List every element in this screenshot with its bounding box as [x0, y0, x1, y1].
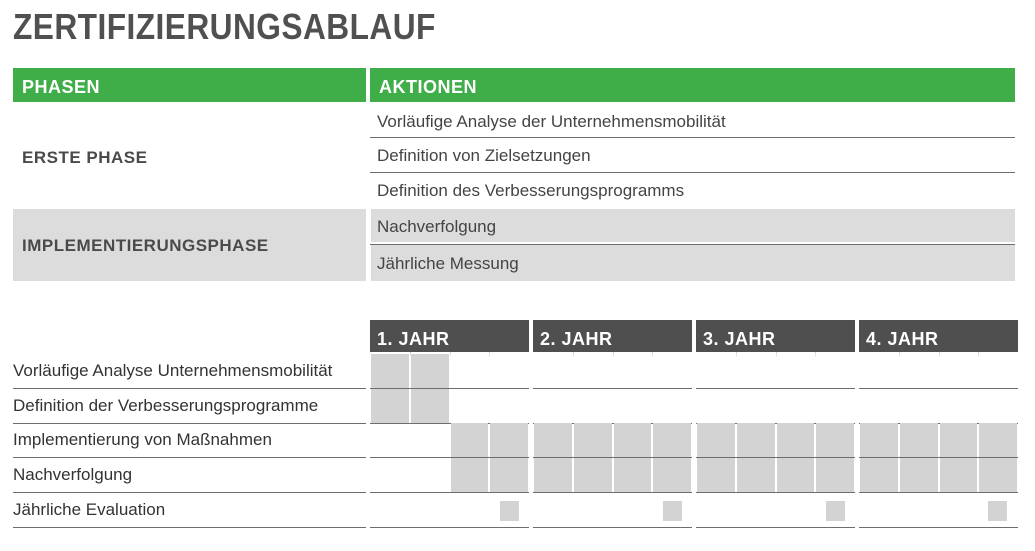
- evaluation-marker: [500, 501, 519, 521]
- timeline-bar: [411, 389, 449, 423]
- row-divider: [13, 457, 366, 458]
- timeline-bar: [940, 458, 978, 492]
- quarter-tick: [573, 352, 575, 356]
- timeline-bar: [371, 354, 409, 388]
- quarter-tick: [815, 352, 817, 356]
- row-divider: [370, 492, 529, 493]
- quarter-tick: [450, 352, 452, 356]
- timeline-bar: [697, 458, 735, 492]
- timeline-row-label: Implementierung von Maßnahmen: [13, 430, 272, 449]
- row-divider: [859, 527, 1018, 528]
- row-divider: [13, 492, 366, 493]
- header-actions: AKTIONEN: [370, 68, 1015, 102]
- timeline-bar: [653, 458, 691, 492]
- timeline-bar: [371, 389, 409, 423]
- row-divider: [859, 388, 1018, 389]
- evaluation-marker: [663, 501, 682, 521]
- timeline-bar: [777, 423, 815, 457]
- row-divider: [696, 527, 855, 528]
- quarter-tick: [489, 352, 491, 356]
- timeline-bar: [697, 423, 735, 457]
- row-divider: [533, 527, 692, 528]
- phase-implementierungsphase: IMPLEMENTIERUNGSPHASE: [22, 236, 269, 255]
- timeline-row-label: Vorläufige Analyse Unternehmensmobilität: [13, 361, 333, 380]
- evaluation-marker: [988, 501, 1007, 521]
- timeline-bar: [737, 458, 775, 492]
- row-divider: [533, 492, 692, 493]
- row-divider: [696, 492, 855, 493]
- quarter-tick: [899, 352, 901, 356]
- timeline-bar: [451, 423, 489, 457]
- timeline-bar: [490, 423, 528, 457]
- timeline-bar: [451, 458, 489, 492]
- row-divider: [696, 388, 855, 389]
- row-divider: [370, 527, 529, 528]
- timeline-bar: [979, 423, 1017, 457]
- timeline-bar: [653, 423, 691, 457]
- timeline-bar: [614, 423, 652, 457]
- timeline-bar: [816, 458, 854, 492]
- phase-erste-phase: ERSTE PHASE: [22, 148, 148, 167]
- action-row: Vorläufige Analyse der Unternehmensmobilität: [377, 112, 726, 131]
- timeline-bar: [860, 458, 898, 492]
- quarter-tick: [652, 352, 654, 356]
- timeline-row-label: Definition der Verbesserungsprogramme: [13, 396, 319, 415]
- timeline-bar: [900, 458, 938, 492]
- year-header: 4. JAHR: [859, 320, 1018, 352]
- action-row: Jährliche Messung: [371, 245, 1015, 281]
- timeline-row-label: Nachverfolgung: [13, 465, 133, 484]
- row-divider: [13, 388, 366, 389]
- year-header: 1. JAHR: [370, 320, 529, 352]
- quarter-tick: [978, 352, 980, 356]
- header-phases: PHASEN: [13, 68, 366, 102]
- timeline-bar: [979, 458, 1017, 492]
- timeline-bar: [534, 458, 572, 492]
- timeline-bar: [860, 423, 898, 457]
- quarter-tick: [776, 352, 778, 356]
- timeline-bar: [490, 458, 528, 492]
- timeline-row-label: Jährliche Evaluation: [13, 500, 166, 519]
- row-divider: [13, 423, 366, 424]
- timeline-bar: [737, 423, 775, 457]
- timeline-bar: [574, 423, 612, 457]
- page-title: ZERTIFIZIERUNGSABLAUF: [13, 6, 436, 47]
- evaluation-marker: [826, 501, 845, 521]
- year-header: 3. JAHR: [696, 320, 855, 352]
- quarter-tick: [613, 352, 615, 356]
- timeline-bar: [900, 423, 938, 457]
- action-row: Definition von Zielsetzungen: [377, 146, 591, 165]
- timeline-bar: [534, 423, 572, 457]
- timeline-bar: [816, 423, 854, 457]
- row-divider: [13, 527, 366, 528]
- timeline-bar: [940, 423, 978, 457]
- action-row: Nachverfolgung: [371, 209, 1015, 242]
- quarter-tick: [939, 352, 941, 356]
- timeline-bar: [574, 458, 612, 492]
- quarter-tick: [736, 352, 738, 356]
- year-header: 2. JAHR: [533, 320, 692, 352]
- timeline-bar: [777, 458, 815, 492]
- timeline-bar: [411, 354, 449, 388]
- action-row: Definition des Verbesserungsprogramms: [377, 181, 685, 200]
- row-divider: [859, 492, 1018, 493]
- row-divider: [533, 388, 692, 389]
- timeline-bar: [614, 458, 652, 492]
